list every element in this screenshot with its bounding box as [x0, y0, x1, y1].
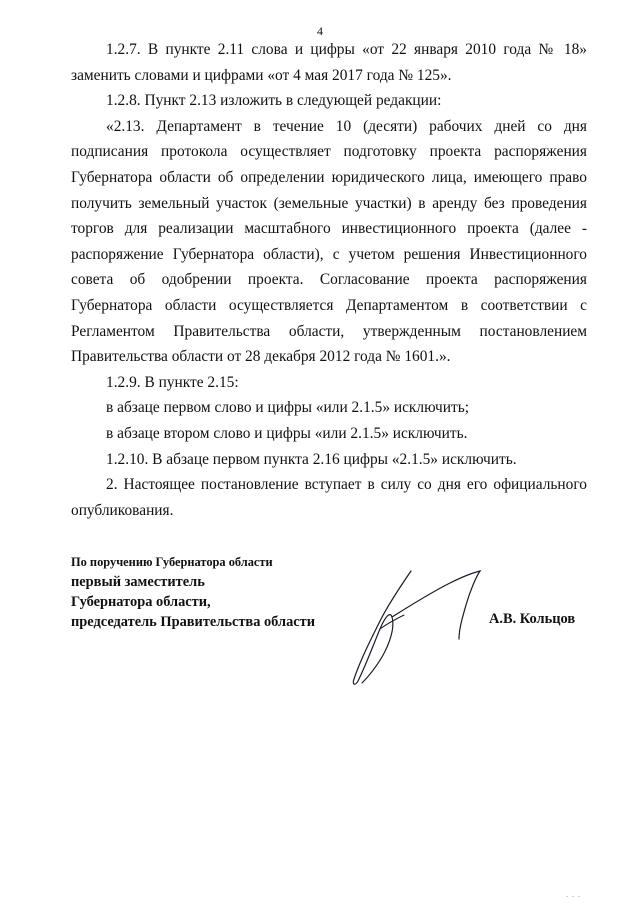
signer-name: А.В. Кольцов — [489, 611, 576, 627]
paragraph-2-13-quote: «2.13. Департамент в течение 10 (десяти) рабочих дней со дня подписания протокола осуществляет подготовку проекта распоряжения Губернатора области об определении юридического лица, имеющего право получить земельный участок (земельные участки) в аренду без проведения торгов для реализации масштабного инвестиционного проекта (далее - распоряжение Губернатора области), с учетом решения Инвестиционного совета об одобрении проекта. Согласование проекта распоряжения Губернатора области осуществляется Департаментом в соответствии с Регламентом Правительства области, утвержденным постановлением Правительства области от 28 декабря 2012 года № 1601.». — [71, 117, 587, 366]
paragraph-2-effective: 2. Настоящее постановление вступает в силу со дня его официального опубликования. — [71, 476, 587, 519]
document-body — [71, 37, 587, 523]
page-number: 4 — [317, 24, 323, 38]
paragraph-1-2-8: 1.2.8. Пункт 2.13 изложить в следующей редакции: — [106, 92, 442, 110]
corner-mark: . . . — [566, 890, 581, 899]
signatory-line-governor: Губернатора области, — [71, 594, 211, 610]
signatory-title-block — [71, 553, 315, 632]
handwritten-signature — [340, 565, 500, 695]
signatory-line-by-order: По поручению Губернатора области — [71, 555, 273, 569]
paragraph-1-2-7: 1.2.7. В пункте 2.11 слова и цифры «от 22 января 2010 года № 18» заменить словами и цифрами «от 4 мая 2017 года № 125». — [71, 41, 587, 84]
signatory-line-chairman: председатель Правительства области — [71, 614, 316, 630]
paragraph-1-2-9: 1.2.9. В пункте 2.15: — [106, 373, 239, 391]
paragraph-1-2-10: 1.2.10. В абзаце первом пункта 2.16 цифры «2.1.5» исключить. — [106, 450, 517, 468]
paragraph-abzac-second: в абзаце втором слово и цифры «или 2.1.5» исключить. — [106, 424, 468, 442]
signatory-line-position: первый заместитель — [71, 574, 205, 590]
paragraph-abzac-first: в абзаце первом слово и цифры «или 2.1.5» исключить; — [106, 399, 469, 417]
